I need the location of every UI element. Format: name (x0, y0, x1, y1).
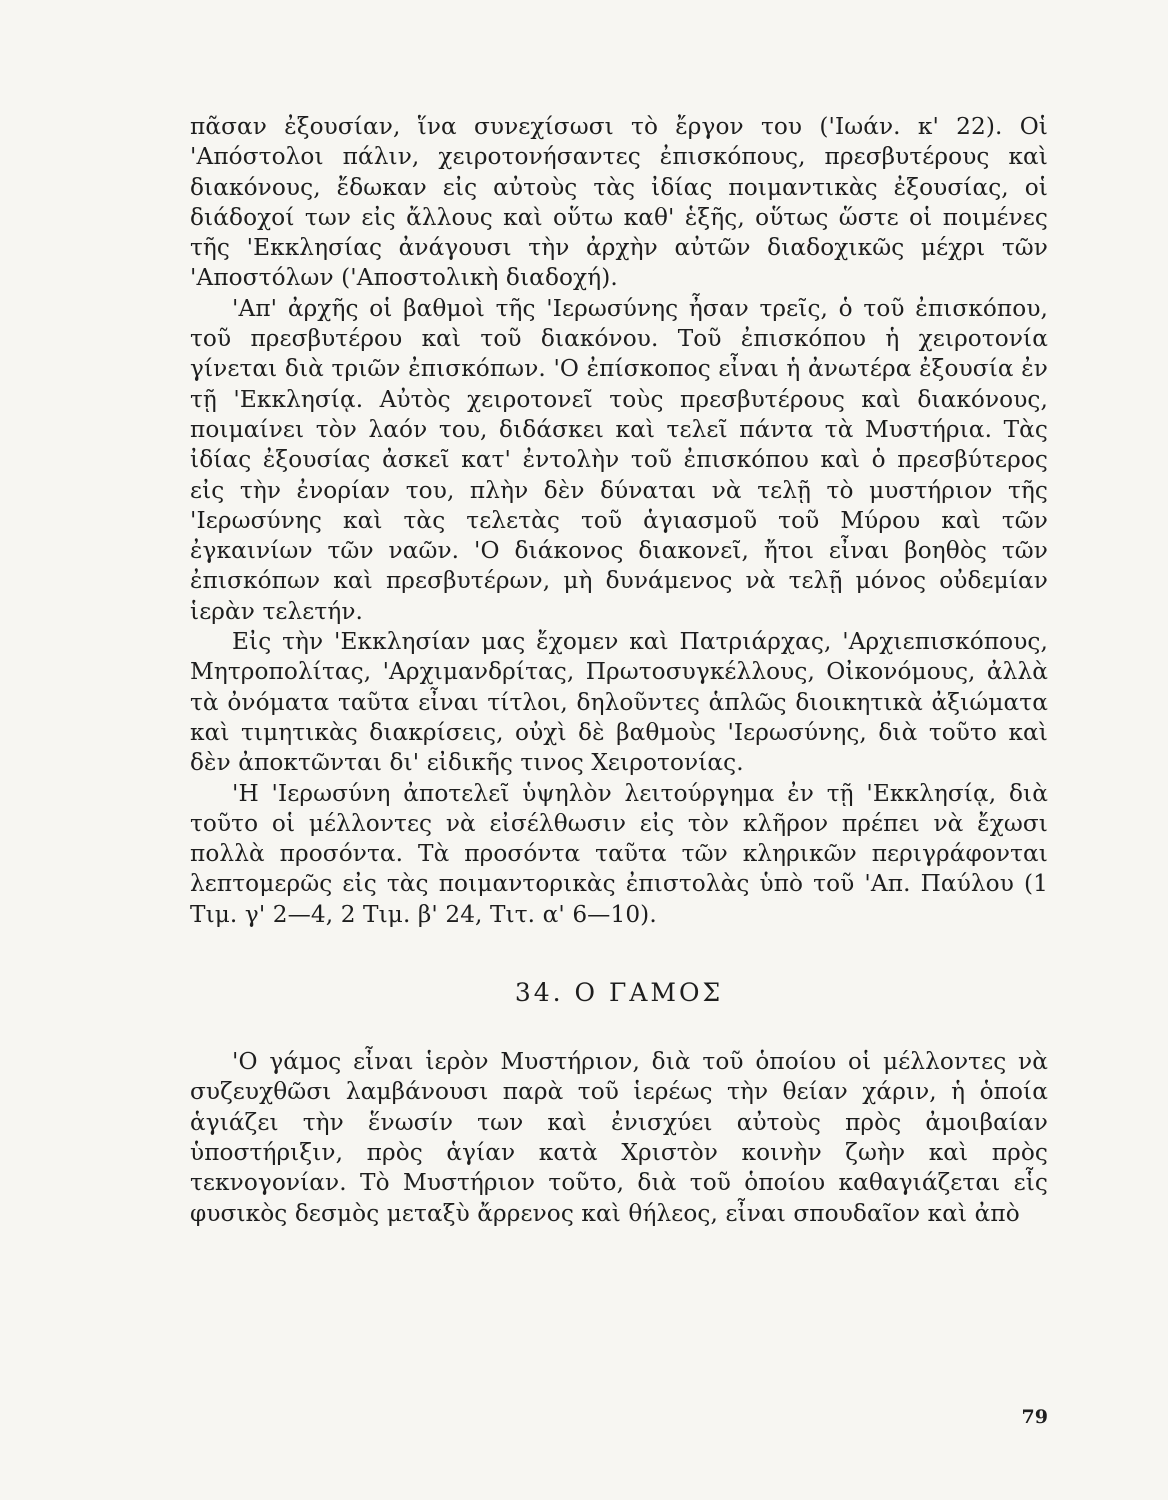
paragraph-church-titles: Εἰς τὴν 'Εκκλησίαν μας ἔχομεν καὶ Πατριάρχας, 'Αρχιεπισκόπους, Μητροπολίτας, 'Αρχιμανδρίτας, Πρωτοσυγκέλλους, Οἰκονόμους, ἀλλὰ τὰ ὀνόματα ταῦτα εἶναι τίτλοι, δηλοῦντες ἁπλῶς διοικητικὰ ἀξιώματα καὶ τιμητικὰς διακρίσεις, οὐχὶ δὲ βαθμοὺς 'Ιερωσύνης, διὰ τοῦτο καὶ δὲν ἀποκτῶνται δι' εἰδικῆς τινος Χειροτονίας. (190, 628, 1048, 777)
page-number: 79 (1021, 1406, 1048, 1428)
body-text (190, 112, 1048, 1229)
paragraph-degrees-of-priesthood: 'Απ' ἀρχῆς οἱ βαθμοὶ τῆς 'Ιερωσύνης ἦσαν τρεῖς, ὁ τοῦ ἐπισκόπου, τοῦ πρεσβυτέρου καὶ τοῦ διακόνου. Τοῦ ἐπισκόπου ἡ χειροτονία γίνεται διὰ τριῶν ἐπισκόπων. 'Ο ἐπίσκοπος εἶναι ἡ ἀνωτέρα ἐξουσία ἐν τῇ 'Εκκλησίᾳ. Αὐτὸς χειροτονεῖ τοὺς πρεσβυτέρους καὶ διακόνους, ποιμαίνει τὸν λαόν του, διδάσκει καὶ τελεῖ πάντα τὰ Μυστήρια. Τὰς ἰδίας ἐξουσίας ἀσκεῖ κατ' ἐντολὴν τοῦ ἐπισκόπου καὶ ὁ πρεσβύτερος εἰς τὴν ἐνορίαν του, πλὴν δὲν δύναται νὰ τελῇ τὸ μυστήριον τῆς 'Ιερωσύνης καὶ τὰς τελετὰς τοῦ ἁγιασμοῦ τοῦ Μύρου καὶ τῶν ἐγκαινίων τῶν ναῶν. 'Ο διάκονος διακονεῖ, ἤτοι εἶναι βοηθὸς τῶν ἐπισκόπων καὶ πρεσβυτέρων, μὴ δυνάμενος νὰ τελῇ μόνος οὐδεμίαν ἱερὰν τελετήν. (190, 294, 1048, 625)
paragraph-marriage: 'Ο γάμος εἶναι ἱερὸν Μυστήριον, διὰ τοῦ ὁποίου οἱ μέλλοντες νὰ συζευχθῶσι λαμβάνουσι παρὰ τοῦ ἱερέως τὴν θείαν χάριν, ἡ ὁποία ἁγιάζει τὴν ἕνωσίν των καὶ ἐνισχύει αὐτοὺς πρὸς ἀμοιβαίαν ὑποστήριξιν, πρὸς ἁγίαν κατὰ Χριστὸν κοινὴν ζωὴν καὶ πρὸς τεκνογονίαν. Τὸ Μυστήριον τοῦτο, διὰ τοῦ ὁποίου καθαγιάζεται εἷς φυσικὸς δεσμὸς μεταξὺ ἄρρενος καὶ θήλεος, εἶναι σπουδαῖον καὶ ἀπὸ (190, 1048, 1048, 1227)
paragraph-apostolic-succession: πᾶσαν ἐξουσίαν, ἵνα συνεχίσωσι τὸ ἔργον του ('Ιωάν. κ' 22). Οἱ 'Απόστολοι πάλιν, χειροτονήσαντες ἐπισκόπους, πρεσβυτέρους καὶ διακόνους, ἔδωκαν εἰς αὐτοὺς τὰς ἰδίας ποιμαντικὰς ἐξουσίας, οἱ διάδοχοί των εἰς ἄλλους καὶ οὕτω καθ' ἑξῆς, οὕτως ὥστε οἱ ποιμένες τῆς 'Εκκλησίας ἀνάγουσι τὴν ἀρχὴν αὐτῶν διαδοχικῶς μέχρι τῶν 'Αποστόλων ('Αποστολικὴ διαδοχή). (190, 113, 1048, 292)
paragraph-qualifications: 'Η 'Ιερωσύνη ἀποτελεῖ ὑψηλὸν λειτούργημα ἐν τῇ 'Εκκλησίᾳ, διὰ τοῦτο οἱ μέλλοντες νὰ εἰσέλθωσιν εἰς τὸν κλῆρον πρέπει νὰ ἔχωσι πολλὰ προσόντα. Τὰ προσόντα ταῦτα τῶν κληρικῶν περιγράφονται λεπτομερῶς εἰς τὰς ποιμαντορικὰς ἐπιστολὰς ὑπὸ τοῦ 'Απ. Παύλου (1 Τιμ. γ' 2—4, 2 Τιμ. β' 24, Τιτ. α' 6—10). (190, 779, 1048, 928)
section-heading: 34. Ο ΓΑΜΟΣ (514, 978, 724, 1008)
